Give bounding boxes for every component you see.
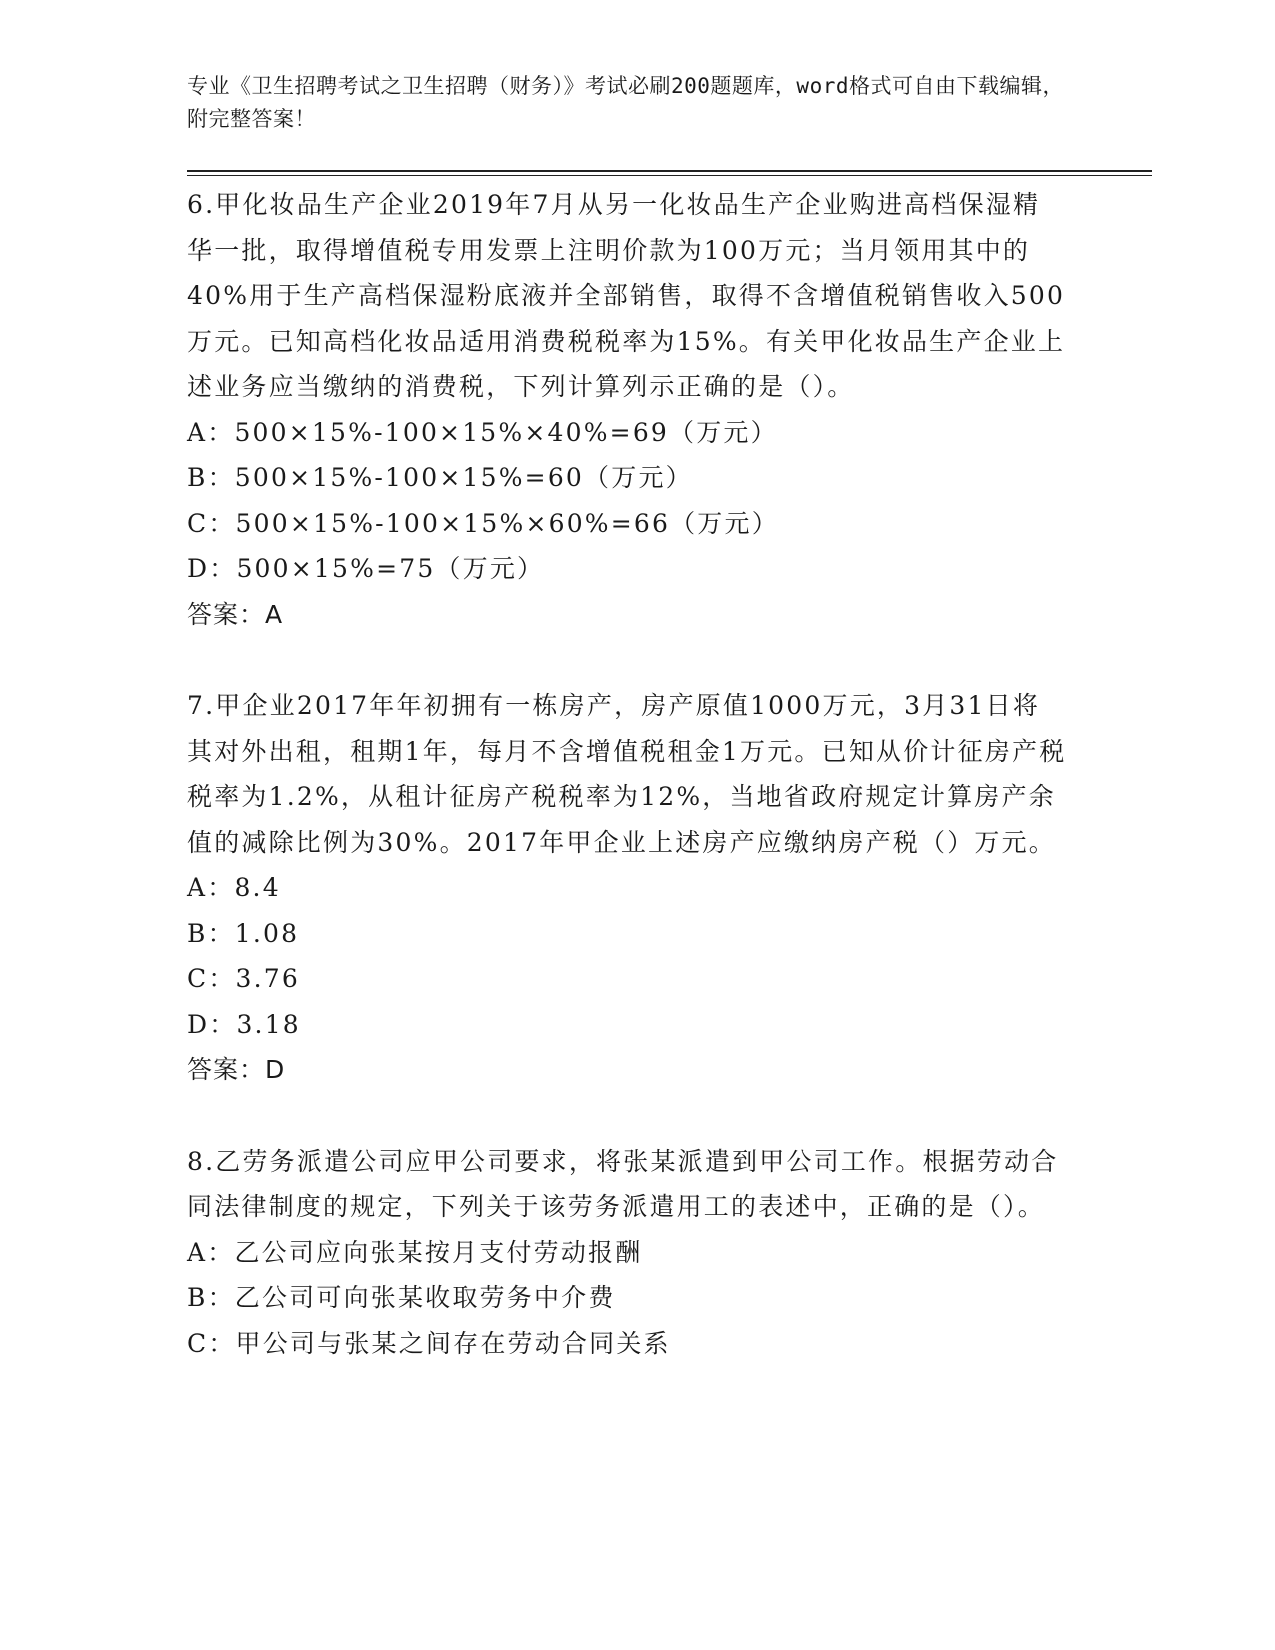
option-c: C：甲公司与张某之间存在劳动合同关系 [187, 1328, 671, 1358]
option-c: C：3.76 [187, 964, 300, 993]
document-header: 专业《卫生招聘考试之卫生招聘（财务）》考试必刷200题题库，word格式可自由下载编辑，附完整答案！ [187, 74, 1064, 131]
option-b: B：1.08 [187, 918, 300, 948]
document-page [187, 70, 1152, 1366]
option-a: A：500×15%-100×15%×40%=69（万元） [187, 417, 778, 447]
answer-label: 答案：D [187, 1055, 286, 1084]
answer-label: 答案：A [187, 599, 284, 629]
option-a: A：乙公司应向张某按月支付劳动报酬 [187, 1237, 643, 1267]
question-6 [187, 182, 1067, 637]
option-c: C：500×15%-100×15%×60%=66（万元） [187, 508, 779, 538]
question-7 [187, 683, 1067, 1093]
option-a: A：8.4 [187, 873, 281, 902]
option-b: B：500×15%-100×15%=60（万元） [187, 463, 693, 492]
option-d: D：3.18 [187, 1009, 301, 1039]
header-divider [187, 170, 1152, 176]
question-stem: 7.甲企业2017年年初拥有一栋房产，房产原值1000万元，3月31日将其对外出租，租期1年，每月不含增值税租金1万元。已知从价计征房产税税率为1.2%，从租计征房产税税率为12%，当地省政府规定计算房产余值的减除比例为30%。2017年甲企业上述房产应缴纳房产税（）万元。 [187, 691, 1067, 857]
option-b: B：乙公司可向张某收取劳务中介费 [187, 1283, 616, 1312]
question-stem: 6.甲化妆品生产企业2019年7月从另一化妆品生产企业购进高档保湿精华一批，取得增值税专用发票上注明价款为100万元；当月领用其中的40%用于生产高档保湿粉底液并全部销售，取得不含增值税销售收入500万元。已知高档化妆品适用消费税税率为15%。有关甲化妆品生产企业上述业务应当缴纳的消费税，下列计算列示正确的是（）。 [187, 190, 1066, 401]
question-stem: 8.乙劳务派遣公司应甲公司要求，将张某派遣到甲公司工作。根据劳动合同法律制度的规定，下列关于该劳务派遣用工的表述中，正确的是（）。 [187, 1146, 1059, 1221]
question-8 [187, 1139, 1067, 1367]
option-d: D：500×15%=75（万元） [187, 554, 545, 583]
